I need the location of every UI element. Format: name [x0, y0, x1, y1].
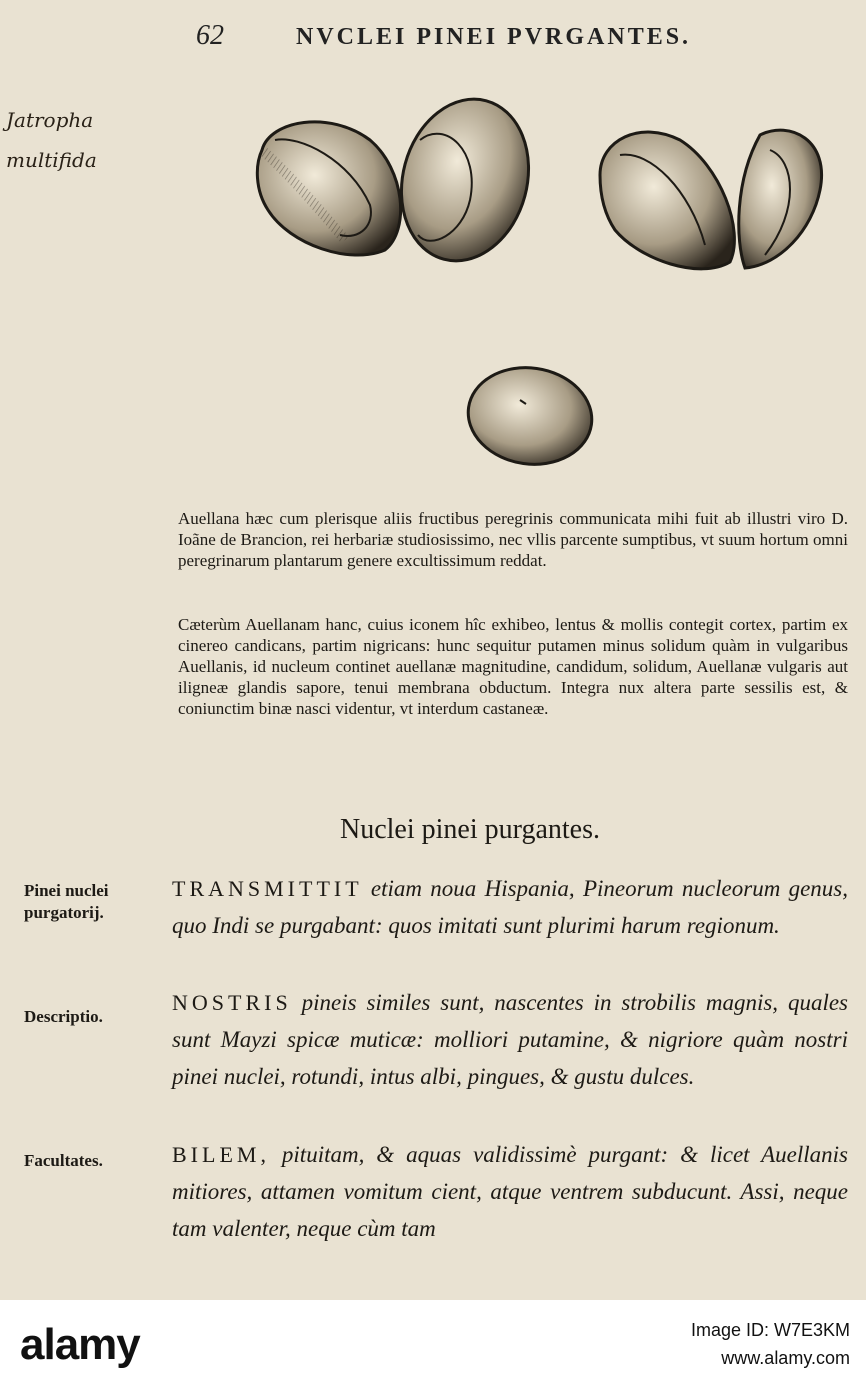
nut-right-half-b [739, 130, 822, 268]
image-id: Image ID: W7E3KM [690, 1320, 850, 1340]
annotation-line-1: Jatropha [6, 108, 94, 132]
annotation-line-2: multifida [6, 148, 97, 172]
entry-text: etiam noua Hispania, Pineorum nucleorum genus, quo Indi se purgabant: quos imitati sunt plurimi harum regionum. [172, 876, 848, 938]
margin-note-pinei-nuclei: Pinei nuclei purgatorij. [24, 881, 109, 922]
running-title: NVCLEI PINEI PVRGANTES. [296, 24, 692, 50]
margin-note-facultates: Facultates. [24, 1151, 103, 1170]
paragraph-auellana-description: Cæterùm Auellanam hanc, cuius iconem hîc exhibeo, lentus & mollis contegit cortex, partim ex cinereo candicans, partim nigricans: hunc sequitur putamen minus solidum quàm in vulgaribus Auellanis, id nucleum continet auellanæ magnitudine, candidum, solidum, Auellanæ vulgaris aut iligneæ glandis sapore, tenui membrana obductum. Integra nux altera parte sessilis est, & coniunctim binæ nasci videntur, vt interdum castaneæ. [178, 615, 848, 718]
entry-lead: TRANSMITTIT [172, 876, 363, 901]
section-heading: Nuclei pinei purgantes. [340, 814, 600, 845]
paragraph-auellana-origin: Auellana hæc cum plerisque aliis fructibus peregrinis communicata mihi fuit ab illustri viro D. Ioãne de Brancion, rei herbariæ studiosissimo, nec vllis parcente sumptibus, vt suum hortum omni peregrinarum plantarum genere excultissimum reddat. [178, 509, 848, 570]
alamy-logo: alamy [20, 1320, 140, 1369]
watermark-url: www.alamy.com [721, 1348, 850, 1368]
entry-nostris [172, 984, 848, 1095]
entry-lead: BILEM, [172, 1142, 270, 1167]
margin-note-descriptio: Descriptio. [24, 1007, 103, 1026]
nut-illustrations [0, 0, 866, 480]
entry-text: pineis similes sunt, nascentes in strobilis magnis, quales sunt Mayzi spicæ muticæ: molliori putamine, & nigriore quàm nostri pinei nuclei, rotundi, intus albi, pingues, & gustu dulces. [172, 990, 848, 1089]
nut-left-half-b [384, 85, 546, 276]
entry-lead: NOSTRIS [172, 990, 292, 1015]
watermark-bar [0, 1300, 866, 1390]
nut-left-half-a [257, 122, 400, 255]
nut-right-half-a [600, 132, 734, 269]
entry-bilem [172, 1136, 848, 1247]
entry-text: pituitam, & aquas validissimè purgant: & licet Auellanis mitiores, attamen vomitum cient, atque ventrem subducunt. Assi, neque tam valenter, neque cùm tam [172, 1142, 848, 1241]
entry-transmittit [172, 870, 848, 944]
page-number: 62 [196, 20, 224, 51]
nut-whole [462, 360, 598, 472]
